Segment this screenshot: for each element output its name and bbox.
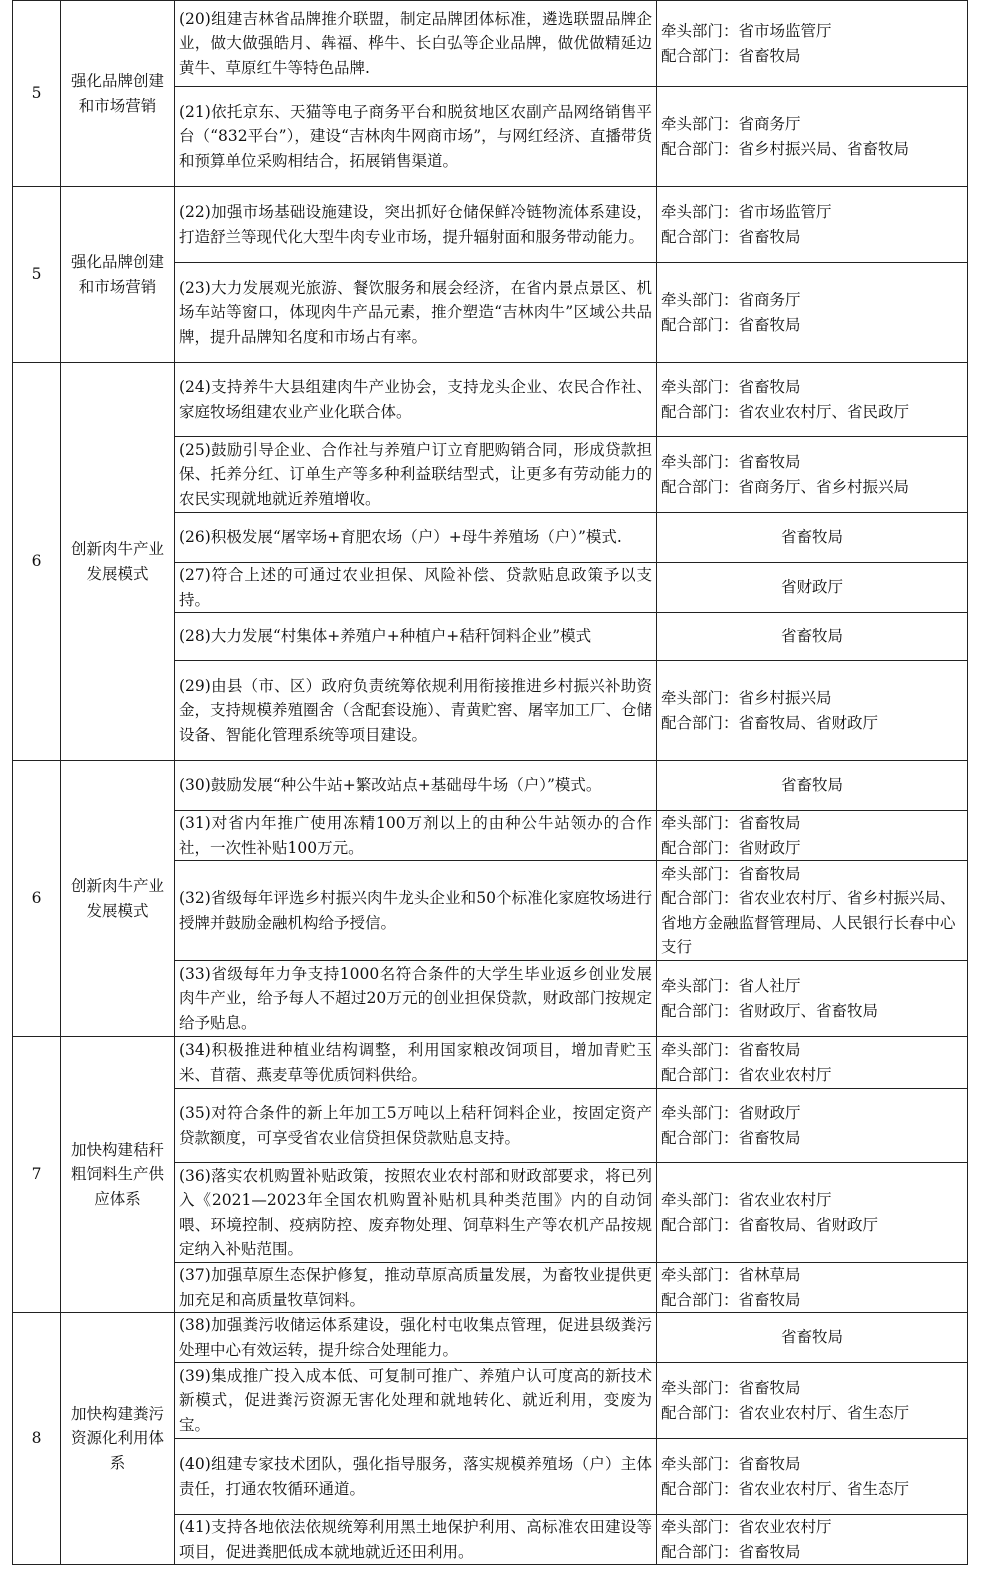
lead-department: 牵头部门：省畜牧局 xyxy=(661,453,801,471)
cooperating-department: 配合部门：省乡村振兴局、省畜牧局 xyxy=(661,139,910,158)
task-text: (33)省级每年力争支持1000名符合条件的大学生毕业返乡创业发展肉牛产业，给予每人不超过20万元的创业担保贷款，财政部门按规定给予贴息。 xyxy=(175,961,657,1037)
task-text: (20)组建吉林省品牌推介联盟，制定品牌团体标准，遴选联盟品牌企业，做大做强皓月、犇福、桦牛、长白弘等企业品牌，做优做精延边黄牛、草原红牛等特色品牌. xyxy=(175,1,657,87)
department-cell xyxy=(657,263,968,363)
department-cell xyxy=(657,1515,968,1565)
cooperating-department: 配合部门：省畜牧局 xyxy=(661,227,801,246)
table-row xyxy=(13,187,968,263)
task-text: (37)加强草原生态保护修复，推动草原高质量发展，为畜牧业提供更加充足和高质量牧草饲料。 xyxy=(175,1263,657,1313)
category-name: 强化品牌创建和市场营销 xyxy=(61,187,175,363)
task-text: (26)积极发展“屠宰场+育肥农场（户）+母牛养殖场（户）”模式. xyxy=(175,513,657,563)
row-number: 6 xyxy=(13,761,61,1037)
cooperating-department: 配合部门：省农业农村厅、省生态厅 xyxy=(661,1403,910,1422)
table-row xyxy=(13,1037,968,1089)
department-cell: 省畜牧局 xyxy=(657,613,968,661)
department-cell xyxy=(657,1163,968,1263)
task-text: (31)对省内年推广使用冻精100万剂以上的由种公牛站领办的合作社，一次性补贴100万元。 xyxy=(175,811,657,861)
department-cell xyxy=(657,961,968,1037)
department-cell xyxy=(657,1363,968,1439)
table-row xyxy=(13,761,968,811)
lead-department: 牵头部门：省林草局 xyxy=(661,1266,801,1284)
task-text: (27)符合上述的可通过农业担保、风险补偿、贷款贴息政策予以支持。 xyxy=(175,563,657,613)
category-name: 创新肉牛产业发展模式 xyxy=(61,761,175,1037)
lead-department: 牵头部门：省畜牧局 xyxy=(661,864,801,883)
task-text: (30)鼓励发展“种公牛站+繁改站点+基础母牛场（户）”模式。 xyxy=(175,761,657,811)
row-number: 7 xyxy=(13,1037,61,1313)
cooperating-department: 配合部门：省畜牧局 xyxy=(661,1542,801,1561)
department-cell xyxy=(657,1037,968,1089)
lead-department: 牵头部门：省农业农村厅 xyxy=(661,1191,832,1209)
task-text: (35)对符合条件的新上年加工5万吨以上秸秆饲料企业，按固定资产贷款额度，可享受省农业信贷担保贷款贴息支持。 xyxy=(175,1089,657,1163)
lead-department: 牵头部门：省财政厅 xyxy=(661,1104,801,1122)
lead-department: 牵头部门：省农业农村厅 xyxy=(661,1518,832,1536)
task-text: (39)集成推广投入成本低、可复制可推广、养殖户认可度高的新技术新模式，促进粪污资源无害化处理和就地转化、就近利用，变废为宝。 xyxy=(175,1363,657,1439)
row-number: 5 xyxy=(13,1,61,187)
cooperating-department: 配合部门：省商务厅、省乡村振兴局 xyxy=(661,477,910,496)
task-text: (21)依托京东、天猫等电子商务平台和脱贫地区农副产品网络销售平台（“832平台”），建设“吉林肉牛网商市场”，与网红经济、直播带货和预算单位采购相结合，拓展销售渠道。 xyxy=(175,87,657,187)
lead-department: 牵头部门：省商务厅 xyxy=(661,291,801,309)
cooperating-department: 配合部门：省农业农村厅、省生态厅 xyxy=(661,1479,910,1498)
department-cell xyxy=(657,1439,968,1515)
task-text: (23)大力发展观光旅游、餐饮服务和展会经济，在省内景点景区、机场车站等窗口，体现肉牛产品元素，推介塑造“吉林肉牛”区域公共品牌，提升品牌知名度和市场占有率。 xyxy=(175,263,657,363)
cooperating-department: 配合部门：省农业农村厅、省民政厅 xyxy=(661,402,910,421)
department-cell xyxy=(657,87,968,187)
department-cell: 省畜牧局 xyxy=(657,761,968,811)
cooperating-department: 配合部门：省农业农村厅、省乡村振兴局、省地方金融监督管理局、人民银行长春中心支行 xyxy=(661,889,956,956)
department-cell: 省财政厅 xyxy=(657,563,968,613)
cooperating-department: 配合部门：省畜牧局 xyxy=(661,315,801,334)
category-name: 创新肉牛产业发展模式 xyxy=(61,363,175,761)
cooperating-department: 配合部门：省财政厅 xyxy=(661,838,801,857)
lead-department: 牵头部门：省市场监管厅 xyxy=(661,203,832,221)
department-cell xyxy=(657,811,968,861)
task-text: (22)加强市场基础设施建设，突出抓好仓储保鲜冷链物流体系建设，打造舒兰等现代化大型牛肉专业市场，提升辐射面和服务带动能力。 xyxy=(175,187,657,263)
department-cell xyxy=(657,437,968,513)
row-number: 5 xyxy=(13,187,61,363)
lead-department: 牵头部门：省畜牧局 xyxy=(661,1379,801,1397)
task-text: (29)由县（市、区）政府负责统筹依规利用衔接推进乡村振兴补助资金，支持规模养殖圈舍（含配套设施）、青黄贮窖、屠宰加工厂、仓储设备、智能化管理系统等项目建设。 xyxy=(175,661,657,761)
cooperating-department: 配合部门：省畜牧局 xyxy=(661,1290,801,1309)
lead-department: 牵头部门：省市场监管厅 xyxy=(661,22,832,40)
department-cell xyxy=(657,187,968,263)
task-text: (28)大力发展“村集体+养殖户+种植户+秸秆饲料企业”模式 xyxy=(175,613,657,661)
category-name: 加快构建粪污资源化利用体系 xyxy=(61,1313,175,1565)
row-number: 8 xyxy=(13,1313,61,1565)
task-text: (32)省级每年评选乡村振兴肉牛龙头企业和50个标准化家庭牧场进行授牌并鼓励金融机构给予授信。 xyxy=(175,861,657,961)
department-cell xyxy=(657,1,968,87)
task-table xyxy=(12,0,968,1565)
lead-department: 牵头部门：省畜牧局 xyxy=(661,378,801,396)
table-row xyxy=(13,1313,968,1363)
lead-department: 牵头部门：省乡村振兴局 xyxy=(661,689,832,707)
category-name: 强化品牌创建和市场营销 xyxy=(61,1,175,187)
task-text: (38)加强粪污收储运体系建设，强化村屯收集点管理，促进县级粪污处理中心有效运转，提升综合处理能力。 xyxy=(175,1313,657,1363)
department-cell: 省畜牧局 xyxy=(657,513,968,563)
task-text: (36)落实农机购置补贴政策，按照农业农村部和财政部要求，将已列入《2021—2023年全国农机购置补贴机具种类范围》内的自动饲喂、环境控制、疫病防控、废弃物处理、饲草料生产等农机产品按规定纳入补贴范围。 xyxy=(175,1163,657,1263)
department-cell: 省畜牧局 xyxy=(657,1313,968,1363)
table-row xyxy=(13,1,968,87)
lead-department: 牵头部门：省商务厅 xyxy=(661,115,801,133)
department-cell xyxy=(657,661,968,761)
row-number: 6 xyxy=(13,363,61,761)
lead-department: 牵头部门：省畜牧局 xyxy=(661,1455,801,1473)
task-text: (25)鼓励引导企业、合作社与养殖户订立育肥购销合同，形成贷款担保、托养分红、订单生产等多种利益联结型式，让更多有劳动能力的农民实现就地就近养殖增收。 xyxy=(175,437,657,513)
lead-department: 牵头部门：省人社厅 xyxy=(661,977,801,995)
cooperating-department: 配合部门：省农业农村厅 xyxy=(661,1065,832,1084)
cooperating-department: 配合部门：省畜牧局、省财政厅 xyxy=(661,713,879,732)
department-cell xyxy=(657,1089,968,1163)
category-name: 加快构建秸秆粗饲料生产供应体系 xyxy=(61,1037,175,1313)
task-text: (40)组建专家技术团队，强化指导服务，落实规模养殖场（户）主体责任，打通农牧循环通道。 xyxy=(175,1439,657,1515)
department-cell xyxy=(657,363,968,437)
department-cell xyxy=(657,1263,968,1313)
table-row xyxy=(13,363,968,437)
task-text: (24)支持养牛大县组建肉牛产业协会，支持龙头企业、农民合作社、家庭牧场组建农业产业化联合体。 xyxy=(175,363,657,437)
cooperating-department: 配合部门：省畜牧局 xyxy=(661,46,801,65)
lead-department: 牵头部门：省畜牧局 xyxy=(661,1041,801,1059)
task-text: (41)支持各地依法依规统筹利用黑土地保护利用、高标准农田建设等项目，促进粪肥低成本就地就近还田利用。 xyxy=(175,1515,657,1565)
cooperating-department: 配合部门：省财政厅、省畜牧局 xyxy=(661,1001,879,1020)
task-text: (34)积极推进种植业结构调整，利用国家粮改饲项目，增加青贮玉米、苜蓿、燕麦草等优质饲料供给。 xyxy=(175,1037,657,1089)
cooperating-department: 配合部门：省畜牧局 xyxy=(661,1128,801,1147)
lead-department: 牵头部门：省畜牧局 xyxy=(661,814,801,832)
department-cell xyxy=(657,861,968,961)
cooperating-department: 配合部门：省畜牧局、省财政厅 xyxy=(661,1215,879,1234)
